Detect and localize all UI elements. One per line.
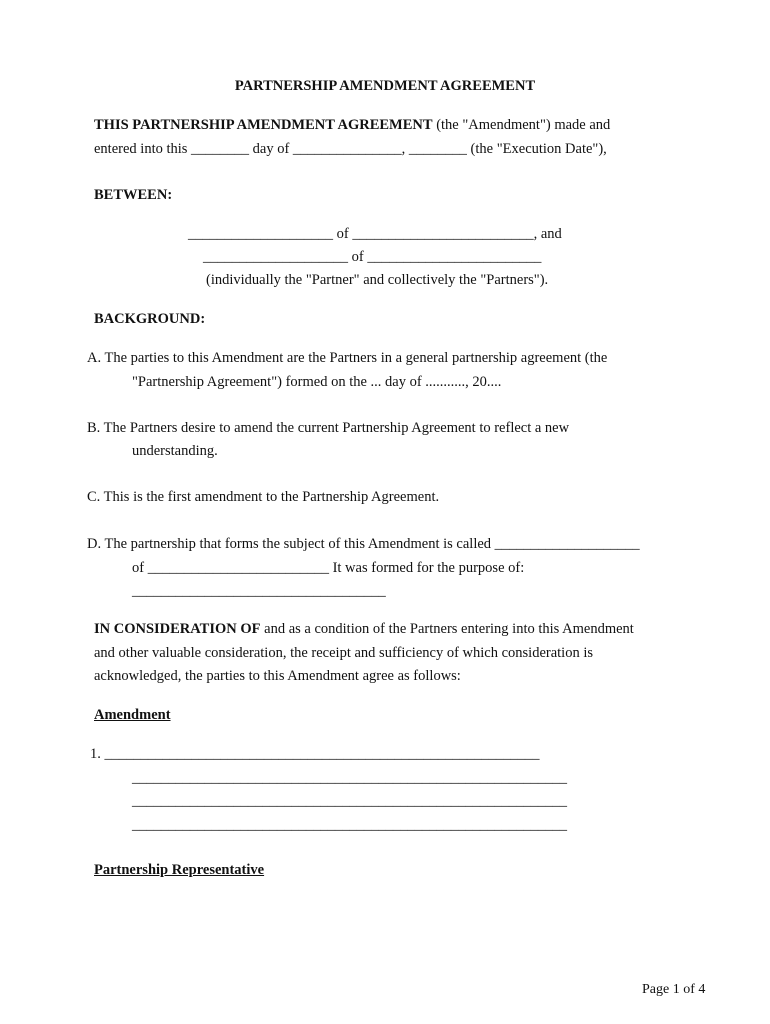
amendment-line-2: ____________________________________________________________ [132, 770, 567, 786]
page-number: Page 1 of 4 [642, 982, 706, 997]
background-heading: BACKGROUND: [94, 311, 206, 327]
party-line-1: ____________________ of _________________________, and [188, 226, 562, 242]
amendment-line-4: ____________________________________________________________ [132, 817, 567, 833]
consideration-line-1 [94, 621, 634, 638]
background-item-d-line-2: of _________________________ It was formed for the purpose of: [132, 560, 525, 576]
background-item-b-line-2: understanding. [132, 443, 218, 459]
background-item-d-line-1: D. The partnership that forms the subject of this Amendment is called ____________________ [87, 536, 640, 552]
intro-line-1 [94, 117, 610, 134]
background-item-a-line-1: A. The parties to this Amendment are the Partners in a general partnership agreement (the [87, 350, 608, 366]
consideration-line-3: acknowledged, the parties to this Amendment agree as follows: [94, 668, 461, 684]
intro-line-2: entered into this ________ day of _______________, ________ (the "Execution Date"), [94, 141, 607, 157]
intro-line-1-rest: (the "Amendment") made and [432, 117, 611, 133]
amendment-heading: Amendment [94, 707, 171, 723]
representative-heading: Partnership Representative [94, 862, 265, 878]
background-item-c-line-1: C. This is the first amendment to the Partnership Agreement. [87, 489, 440, 505]
consideration-line-2: and other valuable consideration, the receipt and sufficiency of which consideration is [94, 645, 594, 661]
document-title: PARTNERSHIP AMENDMENT AGREEMENT [234, 78, 536, 94]
consideration-bold-lead: IN CONSIDERATION OF [94, 621, 261, 637]
party-line-2: ____________________ of ________________________ [203, 249, 542, 265]
amendment-line-3: ____________________________________________________________ [132, 793, 567, 809]
background-item-a-line-2: "Partnership Agreement") formed on the ... day of ..........., 20.... [132, 374, 502, 390]
intro-bold-lead: THIS PARTNERSHIP AMENDMENT AGREEMENT [94, 117, 433, 133]
amendment-line-1: 1. ____________________________________________________________ [90, 746, 540, 762]
background-item-d-line-3: ___________________________________ [132, 583, 386, 599]
consideration-line-1-rest: and as a condition of the Partners entering into this Amendment [260, 621, 634, 637]
background-item-b-line-1: B. The Partners desire to amend the current Partnership Agreement to reflect a new [87, 420, 570, 436]
between-heading: BETWEEN: [94, 187, 173, 203]
party-line-3: (individually the "Partner" and collectively the "Partners"). [206, 272, 549, 288]
